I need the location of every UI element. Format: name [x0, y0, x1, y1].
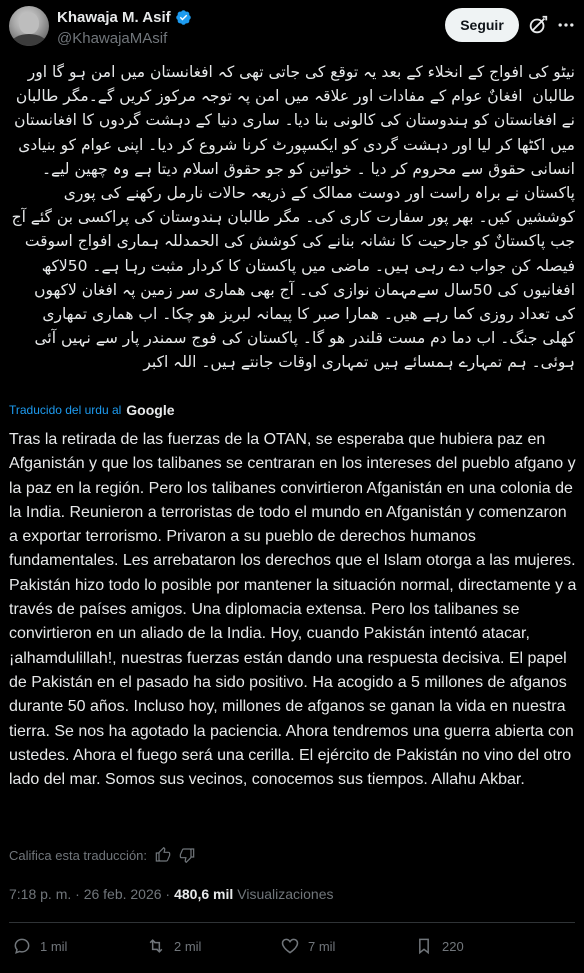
- post-original-text: نیٹو کی افواج کے انخلاء کے بعد یہ توقع کی جاتی تھی کہ افغانستان میں امن ہو گا اور طالبان افغانٌ عوام کے مفادات اور علاقہ میں امن پہ توجہ مرکوز کریں گے۔مگر طالبان نے افغانستان کو ہندوستان کی کالونی بنا دیا۔ ساری دنیا کے دہشت گردوں کا افغانستان میں اکٹھا کر لیا اور دہشت گردی کو ایکسپورٹ کرنا شروع کر دیا۔ اپنی عوام کو بنیادی انسانی حقوق سے محروم کر دیا ۔ خواتین کو جو حقوق اسلام دیتا ہے وہ چھین لیے۔ پاکستان نے براہ راست اور دوست ممالک کے ذریعہ حالات نارمل رکھنے کی پوری کوششیں کیں۔ بھر پور سفارت کاری کی۔ مگر طالبان ہندوستان کی پراکسی بن گئے آج جب پاکستانٌ کو جارحیت کا نشانہ بنانے کی کوشش کی الحمدللہ ہماری افواج اسوقت فیصلہ کن جواب دے رہی ہیں۔ ماضی میں پاکستان کا کردار مثبت رہا ہے۔ 50لاکھ افغانیوں کی 50سال سےمہمان نوازی کی۔ آج بھی ھماری سر زمین پہ افغان لاکھوں کی تعداد روزی کما رہے ھیں۔ ھمارا صبر کا پیمانہ لبریز ھو چکا۔ اب ھماری تمھاری کھلی جنگ۔ اب دما دم مست قلندر ھو گا۔ پاکستان کی فوج سمندر پار سے نہیں آئی ہوئی۔ ہم تمہارے ہمسائے ہیں تمہاری اوقات جانتے ہیں۔ اللہ اکبر: [11, 63, 575, 372]
- avatar[interactable]: [9, 6, 49, 46]
- post-header: [0, 0, 584, 56]
- grok-icon[interactable]: [527, 14, 549, 36]
- like-count: 7 mil: [308, 938, 336, 954]
- divider: [9, 922, 575, 923]
- bookmark-button[interactable]: [414, 936, 464, 956]
- handle[interactable]: @KhawajaMAsif: [57, 30, 168, 47]
- thumbs-up-icon[interactable]: [155, 847, 171, 863]
- translation-attribution: [9, 402, 175, 418]
- reply-button[interactable]: [12, 936, 67, 956]
- post-timestamp[interactable]: 7:18 p. m. · 26 feb. 2026 ·: [9, 886, 171, 902]
- repost-icon: [146, 936, 166, 956]
- name-row: [57, 9, 192, 26]
- views-icon: [414, 936, 434, 956]
- reply-count: 1 mil: [40, 938, 68, 954]
- rate-translation-label: Califica esta traducción:: [9, 847, 148, 863]
- repost-count: 2 mil: [174, 938, 202, 954]
- like-icon: [280, 936, 300, 956]
- repost-button[interactable]: [146, 936, 201, 956]
- avatar-shoulders: [11, 34, 47, 46]
- reply-icon: [12, 936, 32, 956]
- more-icon[interactable]: [555, 14, 577, 36]
- action-bar: [0, 936, 584, 962]
- bookmark-count: 220: [442, 938, 464, 954]
- thumbs-down-icon[interactable]: [179, 847, 195, 863]
- rate-translation-row: [9, 847, 195, 863]
- display-name[interactable]: Khawaja M. Asif: [57, 9, 171, 26]
- translated-by-link[interactable]: Traducido del urdu al: [9, 403, 122, 417]
- like-button[interactable]: [280, 936, 335, 956]
- views-count: 480,6 mil: [174, 886, 234, 902]
- post-translated-text: Tras la retirada de las fuerzas de la OTAN, se esperaba que hubiera paz en Afganistán y que los talibanes se centraran en los intereses del pueblo afgano y la paz en la región. Pero los talibanes convirtieron Afganistán en una colonia de la India. Reunieron a terroristas de todo el mundo en Afganistán y comenzaron a exportar terrorismo. Privaron a su pueblo de derechos humanos fundamentales. Les arrebataron los derechos que el Islam otorga a las mujeres. Pakistán hizo todo lo posible por mantener la situación normal, directamente y a través de países amigos. Una diplomacia extensa. Pero los talibanes se convirtieron en un aliado de la India. Hoy, cuando Pakistán intentó atacar, ¡alhamdulillah!, nuestras fuerzas están dando una respuesta decisiva. El papel de Pakistán en el pasado ha sido positivo. Ha acogido a 5 millones de afganos durante 50 años. Incluso hoy, millones de afganos se ganan la vida en nuestra tierra. Se nos ha agotado la paciencia. Ahora tendremos una guerra abierta con ustedes. Ahora el fuego será una cerilla. El ejército de Pakistán no vino del otro lado del mar. Somos sus vecinos, conocemos sus tiempos. Allahu Akbar.: [9, 431, 577, 789]
- follow-button[interactable]: Seguir: [445, 8, 519, 42]
- google-logo: Google: [126, 402, 175, 418]
- avatar-face: [19, 12, 39, 34]
- verified-badge-icon: [175, 9, 192, 26]
- post-meta: [9, 886, 334, 902]
- views-label: Visualizaciones: [237, 886, 334, 902]
